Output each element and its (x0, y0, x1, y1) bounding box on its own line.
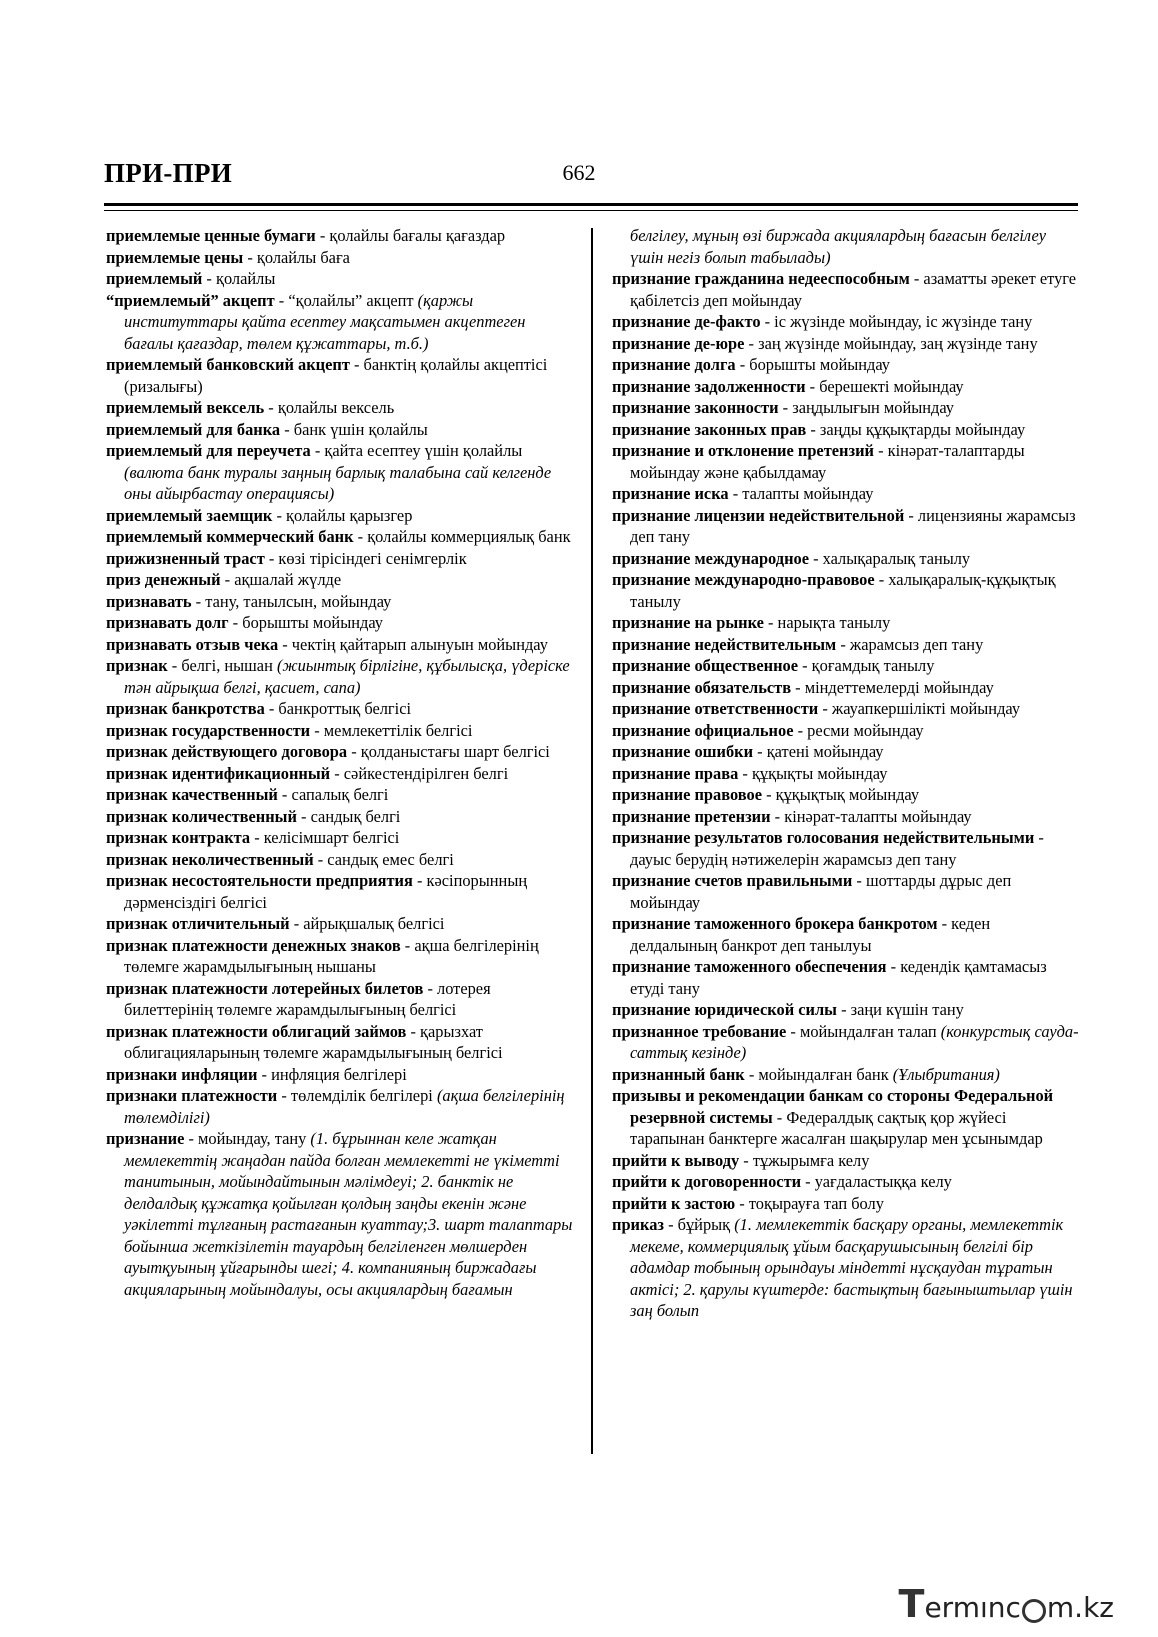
entry-term: признание де-юре (612, 333, 745, 353)
entry-note: (Ұлыбритания) (892, 1064, 1000, 1084)
entry-term: признание правовое (612, 785, 762, 804)
entry-term: признание на рынке (612, 613, 764, 632)
entry-note: (жиынтық бірлігіне, құбылысқа, үдеріске тән айрықша белгі, қасиет, сапа) (124, 656, 570, 697)
entry-definition: - қолданыстағы шарт белгісі (347, 742, 550, 761)
dictionary-entry (106, 247, 578, 269)
dictionary-entry (612, 354, 1080, 376)
right-column (612, 225, 1080, 1322)
dictionary-entry (612, 784, 1080, 806)
entry-term: прийти к договоренности (612, 1172, 802, 1191)
entry-definition: - іс жүзінде мойындау, іс жүзінде тану (760, 312, 1033, 331)
dictionary-entry (106, 268, 578, 290)
entry-term: признание таможенного брокера банкротом (612, 914, 938, 933)
dictionary-entry (612, 1193, 1080, 1215)
entry-term: признанное требование (612, 1021, 787, 1041)
entry-definition: - төлемділік белгілері (277, 1086, 437, 1105)
entry-term: приемлемый заемщик (106, 505, 273, 525)
entry-definition: - талапты мойындау (728, 484, 874, 503)
entry-term: признание ответственности (612, 699, 819, 718)
dictionary-entry (612, 1021, 1080, 1064)
entry-term: признак качественный (106, 785, 278, 804)
entry-definition: - банктің қолайлы акцептісі (ризалығы) (124, 355, 548, 396)
entry-term: приемлемые цены (106, 247, 244, 267)
entry-definition: - банк үшін қолайлы (280, 419, 428, 439)
entry-definition: - қолайлы коммерциялық банк (353, 527, 571, 546)
entry-definition: - азаматты әрекет етуге қабілетсіз деп мойындау (630, 269, 1077, 310)
entry-definition: - халықаралық-құқықтық танылу (630, 570, 1056, 611)
entry-term: признак (106, 656, 168, 675)
entry-definition: - қайта есептеу үшін қолайлы (310, 441, 523, 460)
entry-term: призывы и рекомендации банкам со стороны Федеральной резервной системы (612, 1086, 1054, 1127)
entry-definition: - заңды құқықтарды мойындау (806, 419, 1026, 439)
entry-definition: - құқықты мойындау (738, 763, 888, 783)
dictionary-entry (106, 419, 578, 441)
dictionary-entry (612, 1150, 1080, 1172)
entry-definition: - қатені мойындау (753, 742, 884, 761)
entry-definition: - заңи күшін тану (836, 1000, 964, 1019)
dictionary-entry (612, 741, 1080, 763)
dictionary-entry (106, 913, 578, 935)
entry-term: приз денежный (106, 570, 221, 589)
entry-term: признание ошибки (612, 742, 754, 761)
entry-note: (ақша белгілерінің төлемділігі) (124, 1086, 565, 1127)
entry-term: признак контракта (106, 828, 251, 847)
entry-definition: - уағдаластыққа келу (801, 1172, 952, 1191)
entry-definition: - көзі тірісіндегі сенімгерлік (264, 548, 467, 568)
dictionary-entry (612, 333, 1080, 355)
dictionary-entry (612, 870, 1080, 913)
entry-term: признание счетов правильными (612, 871, 853, 890)
entry-definition: - мемлекеттілік белгісі (310, 720, 473, 740)
entry-term: приемлемый для банка (106, 419, 281, 439)
entry-definition: - жарамсыз деп тану (836, 634, 984, 654)
entry-definition: - чектің қайтарып алынуын мойындау (278, 634, 548, 654)
dictionary-entry (106, 698, 578, 720)
entry-definition: - тану, танылсын, мойындау (191, 591, 392, 611)
dictionary-entry (106, 1021, 578, 1064)
dictionary-entry (106, 612, 578, 634)
dictionary-entry (612, 720, 1080, 742)
page-number: 662 (562, 160, 596, 185)
dictionary-entry (106, 827, 578, 849)
entry-term: признание лицензии недействительной (612, 505, 905, 525)
dictionary-entry (612, 827, 1080, 870)
entry-term: признание официальное (612, 720, 794, 740)
entry-term: признак идентификационный (106, 763, 331, 783)
entry-term: признание гражданина недееспособным (612, 269, 910, 288)
section-header: ПРИ-ПРИ (104, 158, 233, 188)
logo-text: ermınc (924, 1591, 1021, 1624)
entry-term: признак действующего договора (106, 742, 348, 761)
entry-definition: - ресми мойындау (793, 720, 924, 740)
dictionary-entry (106, 655, 578, 698)
entry-note: (конкурстық сауда-саттық кезінде) (630, 1021, 1079, 1062)
entry-definition: - міндеттемелерді мойындау (791, 677, 994, 697)
dictionary-entry (106, 935, 578, 978)
entry-definition: - ақшалай жүлде (220, 570, 342, 589)
entry-definition: - лицензияны жарамсыз деп тану (630, 505, 1076, 546)
entry-term: признаки платежности (106, 1086, 278, 1105)
entry-term: признаки инфляции (106, 1064, 258, 1084)
entry-term: приемлемый для переучета (106, 441, 311, 460)
entry-term: приемлемый вексель (106, 398, 265, 417)
entry-term: признание претензии (612, 806, 771, 826)
entry-definition: - қоғамдық танылу (798, 656, 935, 675)
dictionary-entry (612, 999, 1080, 1021)
entry-definition: - шоттарды дұрыс деп мойындау (630, 871, 1012, 912)
logo-ring (1022, 1599, 1046, 1623)
dictionary-entry (106, 870, 578, 913)
entry-definition: - белгі, нышан (167, 656, 277, 675)
entry-term: признание де-факто (612, 312, 761, 331)
entry-definition: - халықаралық танылу (808, 548, 971, 568)
dictionary-entry (612, 483, 1080, 505)
entry-definition: - кәсіпорынның дәрменсіздігі белгісі (124, 871, 528, 912)
entry-term: признавать (106, 591, 192, 611)
entry-term: прижизненный траст (106, 548, 265, 568)
dictionary-entry (106, 569, 578, 591)
dictionary-entry (612, 956, 1080, 999)
logo-suffix: m.kz (1046, 1591, 1114, 1624)
entry-note: (қаржы институттары қайта есептеу мақсатымен акцептеген бағалы қағаздар, төлем құжаттары, т.б.) (124, 290, 526, 353)
entry-definition: - банкроттық белгісі (264, 699, 412, 718)
left-column (106, 225, 578, 1300)
entry-term: признание результатов голосования недействительными (612, 828, 1035, 847)
dictionary-entry (106, 720, 578, 742)
dictionary-entry (106, 354, 578, 397)
entry-note: (валюта банк туралы заңның барлық талабына сай келгенде оны айырбастау операциясы) (124, 462, 552, 503)
entry-term: признак платежности денежных знаков (106, 935, 401, 955)
entry-term: признание (106, 1129, 185, 1148)
entry-term: прийти к выводу (612, 1150, 740, 1170)
entry-definition: - қарызхат облигацияларының төлемге жарамдылығының белгісі (124, 1021, 503, 1062)
dictionary-entry (106, 1085, 578, 1128)
entry-definition: - заңдылығын мойындау (778, 398, 954, 417)
entry-term: признание иска (612, 484, 729, 503)
entry-definition: - дауыс берудің нәтижелерін жарамсыз деп тану (630, 828, 1044, 869)
entry-definition: - қолайлы қарызгер (272, 505, 413, 525)
dictionary-entry (106, 978, 578, 1021)
entry-note: (1. мемлекеттік басқару органы, мемлекеттік мекеме, коммерциялық ұйым басқарушысының белгілі бір адамдар тобының орындауы міндетті нұсқаудан тұратын актісі; 2. қарулы күштерде: бастықтың бағыныштылар үшін заң болып (630, 1215, 1073, 1320)
entry-definition: - лотерея билеттерінің төлемге жарамдылығының белгісі (124, 978, 491, 1019)
entry-term: признание обязательств (612, 677, 792, 697)
entry-definition: - сапалық белгі (277, 785, 389, 804)
entry-term: признак платежности лотерейных билетов (106, 978, 424, 998)
entry-definition: - кінәрат-талапты мойындау (770, 806, 972, 826)
dictionary-entry (106, 784, 578, 806)
entry-definition: - борышты мойындау (735, 355, 890, 374)
entry-term: признание права (612, 763, 739, 783)
header-rule-thin (104, 210, 1078, 211)
dictionary-entry (612, 677, 1080, 699)
entry-definition: - берешекті мойындау (805, 376, 964, 396)
header-rule (104, 203, 1078, 206)
entry-term: приемлемый (106, 269, 203, 288)
entry-definition: - сәйкестендірілген белгі (330, 763, 509, 783)
entry-definition: - тоқырауға тап болу (735, 1193, 884, 1213)
entry-term: признак платежности облигаций займов (106, 1021, 407, 1041)
entry-definition: - мойындау, тану (184, 1129, 311, 1148)
entry-term: признак неколичественный (106, 849, 314, 869)
entry-term: признание юридической силы (612, 1000, 837, 1019)
entry-term: приказ (612, 1215, 664, 1234)
dictionary-entry (612, 505, 1080, 548)
dictionary-entry (106, 225, 578, 247)
entry-definition: - бұйрық (663, 1215, 735, 1234)
dictionary-entry (106, 634, 578, 656)
entry-definition: - нарықта танылу (763, 613, 891, 632)
dictionary-entry (106, 397, 578, 419)
entry-term: признание законных прав (612, 419, 807, 439)
entry-definition: - жауапкершілікті мойындау (818, 699, 1021, 718)
dictionary-entry (612, 268, 1080, 311)
entry-term: признак несостоятельности предприятия (106, 871, 413, 890)
logo-letter: T (898, 1582, 925, 1626)
entry-term: приемлемый коммерческий банк (106, 527, 354, 546)
entry-term: признанный банк (612, 1064, 745, 1084)
dictionary-entry (106, 591, 578, 613)
entry-definition: - құқықтық мойындау (761, 785, 920, 804)
entry-definition: - мойындалған банк (744, 1064, 893, 1084)
entry-definition: - қолайлы (202, 269, 276, 288)
dictionary-entry (612, 634, 1080, 656)
dictionary-entry (612, 698, 1080, 720)
entry-note: белгілеу, мұның өзі биржада акциялардың бағасын белгілеу үшін негіз болып табылады) (630, 226, 1047, 267)
entry-definition: - қолайлы вексель (264, 398, 395, 417)
entry-term: признание задолженности (612, 376, 806, 396)
dictionary-entry (612, 1085, 1080, 1150)
entry-definition: - тұжырымға келу (739, 1150, 870, 1170)
entry-definition: - мойындалған талап (786, 1021, 941, 1041)
dictionary-entry (612, 655, 1080, 677)
entry-definition: - “қолайлы” акцепт (274, 290, 418, 310)
dictionary-entry (106, 526, 578, 548)
dictionary-entry (106, 849, 578, 871)
dictionary-entry (106, 806, 578, 828)
entry-term: признание и отклонение претензий (612, 441, 874, 460)
entry-definition: - инфляция белгілері (257, 1064, 407, 1084)
entry-term: “приемлемый” акцепт (106, 290, 275, 310)
dictionary-entry (612, 913, 1080, 956)
entry-definition: - ақша белгілерінің төлемге жарамдылығының нышаны (124, 935, 539, 976)
entry-definition: - қолайлы бағалы қағаздар (315, 226, 506, 245)
dictionary-entry (612, 376, 1080, 398)
entry-term: приемлемый банковский акцепт (106, 355, 350, 374)
entry-term: признание международное (612, 548, 809, 568)
dictionary-entry (106, 1128, 578, 1300)
entry-definition: - кеден делдалының банкрот деп танылуы (630, 914, 991, 955)
entry-term: признавать долг (106, 613, 229, 632)
entry-term: признание недействительным (612, 634, 837, 654)
dictionary-entry (612, 311, 1080, 333)
dictionary-entry (612, 548, 1080, 570)
dictionary-entry (612, 806, 1080, 828)
dictionary-entry (612, 1171, 1080, 1193)
entry-term: признак количественный (106, 806, 297, 826)
entry-definition: - сандық емес белгі (313, 849, 454, 869)
entry-term: признание общественное (612, 656, 799, 675)
entry-definition: - борышты мойындау (228, 613, 383, 632)
entry-term: признак отличительный (106, 914, 290, 933)
entry-term: прийти к застою (612, 1193, 736, 1213)
entry-term: признание международно-правовое (612, 570, 875, 589)
dictionary-entry (612, 225, 1080, 268)
dictionary-entry (106, 741, 578, 763)
dictionary-entry (612, 1064, 1080, 1086)
dictionary-entry (106, 290, 578, 355)
entry-term: признание таможенного обеспечения (612, 957, 887, 976)
entry-note: (1. бұрыннан келе жатқан мемлекеттің жаңадан пайда болған мемлекетті не үкіметті танитынын, мойындайтынын мәлімдеуі; 2. банктік не делдалдық құжатқа қойылған қолдың заңды екенін және уәкілетті тұлғаның растағанын куаттау;3. шарт талаптары бойынша жеткізілетін тауардың белгіленген мөлшерден ауытқуының ұйғарынды шегі; 4. компанияның биржадағы акцияларының мойындалуы, осы акциялардың бағамын (124, 1129, 573, 1299)
dictionary-entry (612, 763, 1080, 785)
entry-term: признавать отзыв чека (106, 634, 279, 654)
entry-definition: - қолайлы баға (243, 247, 350, 267)
entry-term: признание долга (612, 355, 736, 374)
dictionary-entry (106, 505, 578, 527)
entry-term: приемлемые ценные бумаги (106, 226, 316, 245)
dictionary-entry (106, 440, 578, 505)
dictionary-entry (612, 612, 1080, 634)
entry-definition: - кедендік қамтамасыз етуді тану (630, 957, 1047, 998)
entry-definition: - Федералдық сақтық қор жүйесі тарапынан банктерге жасалған шақырулар мен ұсынымдар (630, 1107, 1043, 1148)
entry-definition: - сандық белгі (296, 806, 401, 826)
dictionary-entry (612, 569, 1080, 612)
dictionary-entry (106, 1064, 578, 1086)
dictionary-entry (106, 763, 578, 785)
entry-term: признание законности (612, 398, 779, 417)
entry-term: признак государственности (106, 720, 311, 740)
entry-definition: - заң жүзінде мойындау, заң жүзінде тану (744, 333, 1038, 353)
entry-definition: - кінәрат-талаптарды мойындау және қабылдамау (630, 441, 1025, 482)
dictionary-entry (612, 440, 1080, 483)
dictionary-entry (612, 1214, 1080, 1322)
dictionary-entry (106, 548, 578, 570)
dictionary-entry (612, 397, 1080, 419)
column-divider (591, 228, 593, 1454)
entry-term: признак банкротства (106, 699, 265, 718)
entry-definition: - айрықшалық белгісі (289, 914, 445, 933)
terminkom-logo (899, 1582, 1114, 1626)
dictionary-entry (612, 419, 1080, 441)
entry-definition: - келісімшарт белгісі (250, 828, 400, 847)
